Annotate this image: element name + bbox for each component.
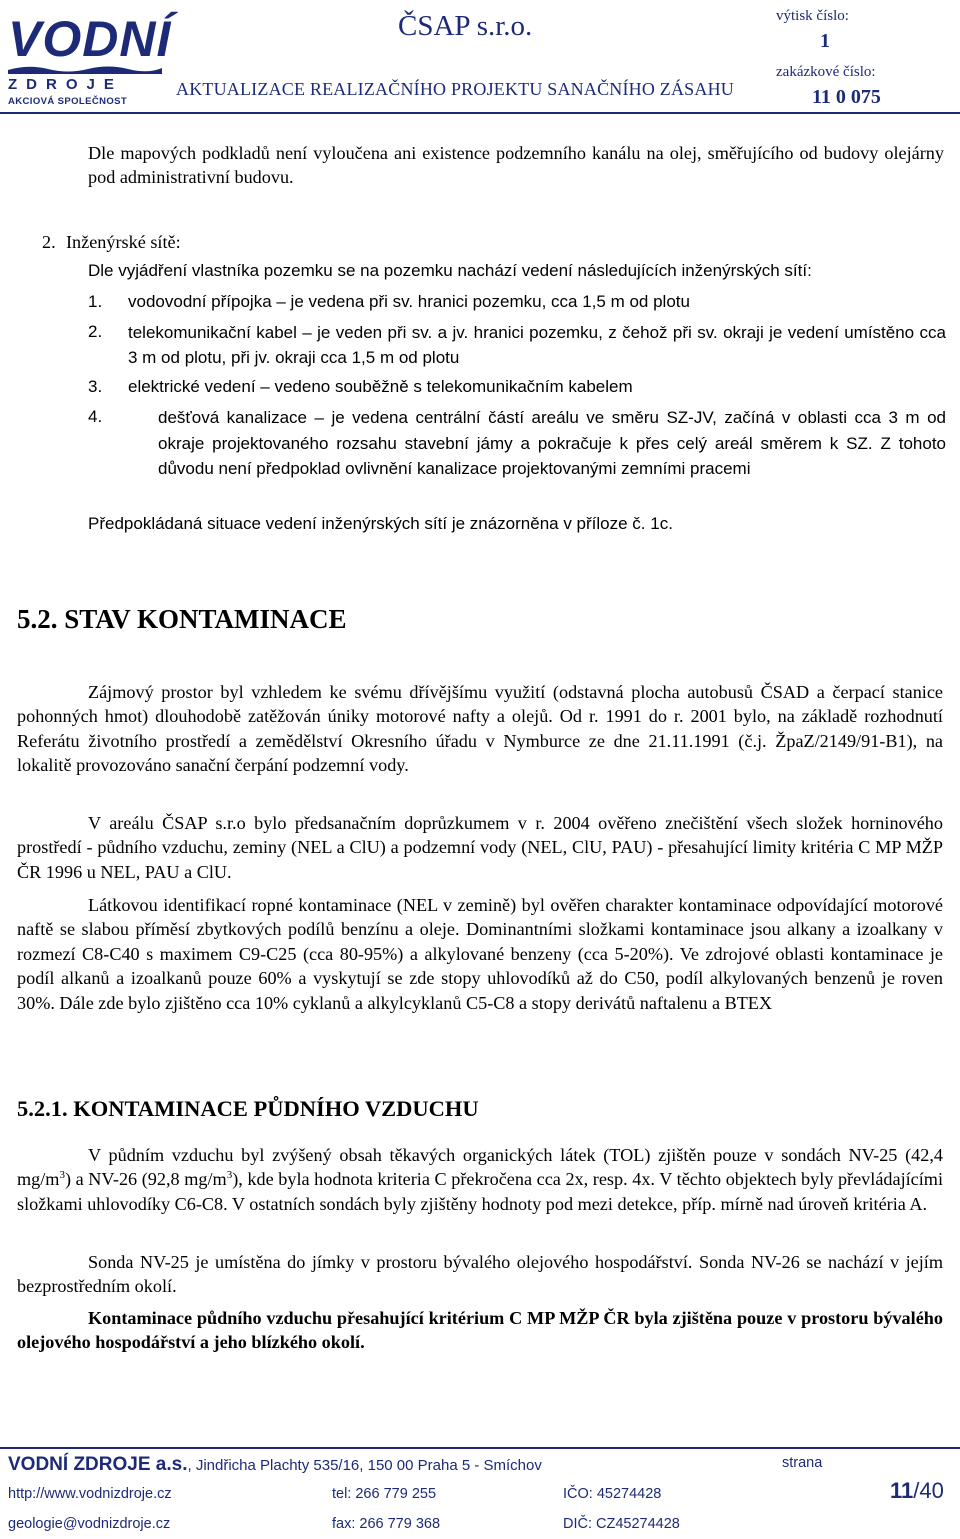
list-item-text: vodovodní přípojka – je vedena při sv. hranici pozemku, cca 1,5 m od plotu bbox=[128, 292, 690, 311]
paragraph-identification: Látkovou identifikací ropné kontaminace (NEL v zemině) byl ověřen charakter kontaminace odpovídající motorové naftě se slabou příměsí zbytkových podílů benzínu a oleje. Dominantními složkami kontaminace jsou alkany a izoalkany v rozmezí C8-C40 s maximem C9-C25 (cca 80-95%) a alkylované benzeny (cca 5-20%). Ve zdrojové oblasti kontaminace je podíl alkanů a izoalkanů pouze 60% a vyskytují se zde stopy uhlovodíků až do C50, podíl alkylovaných benzenů je roven 30%. Dále zde bylo zjištěno cca 10% cyklanů a alkylcyklanů C5-C8 a stopy derivátů naftalenu a BTEX bbox=[17, 895, 943, 1013]
section-2-note: Předpokládaná situace vedení inženýrských sítí je znázorněna v příloze č. 1c. bbox=[88, 514, 673, 533]
paragraph-conclusion: Kontaminace půdního vzduchu přesahující kritérium C MP MŽP ČR byla zjištěna pouze v prostoru bývalého olejového hospodářství a jeho blízkého okolí. bbox=[17, 1308, 943, 1353]
heading-5-2: 5.2. STAV KONTAMINACE bbox=[17, 604, 347, 634]
company-logo bbox=[8, 8, 172, 108]
footer-company: VODNÍ ZDROJE a.s., Jindřicha Plachty 535/16, 150 00 Praha 5 - Smíchov bbox=[8, 1454, 542, 1475]
intro-paragraph: Dle mapových podkladů není vyloučena ani existence podzemního kanálu na olej, směřujícího od budovy olejárny pod administrativní budovu. bbox=[88, 143, 944, 188]
header-divider bbox=[0, 112, 960, 114]
footer-divider bbox=[0, 1447, 960, 1449]
section-2-lead: Dle vyjádření vlastníka pozemku se na pozemku nachází vedení následujících inženýrských sítí: bbox=[88, 261, 812, 280]
list-item-number: 4. bbox=[88, 407, 103, 426]
order-number-label: zakázkové číslo: bbox=[776, 64, 876, 80]
project-title: AKTUALIZACE REALIZAČNÍHO PROJEKTU SANAČNÍHO ZÁSAHU bbox=[176, 79, 734, 99]
paragraph-soil-air: V půdním vzduchu byl zvýšený obsah těkavých organických látek (TOL) zjištěn pouze v sondách NV-25 (42,4 $mg/m^3$) a NV-26 (92,8 $mg/m^3$), kde byla hodnota kriteria C překročena cca 2x, resp. 4x. V těchto objektech byly převládajícími složkami uhlovodíky C6-C8. V ostatních sondách byly zjištěny hodnoty pod mezi detekce, příp. mírně nad úroveň kritéria A. bbox=[17, 1145, 944, 1214]
section-2-title: Inženýrské sítě: bbox=[66, 232, 181, 252]
print-number-value: 1 bbox=[820, 30, 830, 52]
paragraph-history: Zájmový prostor byl vzhledem ke svému dřívějšímu využití (odstavná plocha autobusů ČSAD a čerpací stanice pohonných hmot) dlouhodobě zatěžován úniky motorové nafty a olejů. Od r. 1991 do r. 2001 bylo, na základě rozhodnutí Referátu životního prostředí a zemědělství Okresního úřadu v Nymburce ze dne 21.11.1991 (č.j. ŽpaZ/2149/91-B1), na lokalitě provozováno sanační čerpání podzemní vody. bbox=[17, 682, 943, 776]
client-company: ČSAP s.r.o. bbox=[398, 10, 533, 42]
footer-phone: tel: 266 779 255 bbox=[332, 1486, 437, 1502]
logo-subtitle-company-type: AKCIOVÁ SPOLEČNOST bbox=[8, 96, 128, 107]
logo-subtitle: ZDROJE bbox=[8, 76, 123, 93]
paragraph-probe-location: Sonda NV-25 je umístěna do jímky v prostoru bývalého olejového hospodářství. Sonda NV-26 se nachází v jejím bezprostředním okolí. bbox=[17, 1252, 943, 1297]
footer-ico: IČO: 45274428 bbox=[563, 1486, 662, 1502]
page-header bbox=[0, 0, 960, 115]
order-number-value: 11 0 075 bbox=[812, 86, 881, 108]
footer-page-label: strana bbox=[782, 1455, 823, 1471]
heading-5-2-1: 5.2.1. KONTAMINACE PŮDNÍHO VZDUCHU bbox=[17, 1096, 479, 1121]
footer-page-number: 11/40 bbox=[890, 1478, 944, 1503]
footer-website-link[interactable]: http://www.vodnizdroje.cz bbox=[8, 1486, 172, 1502]
list-item-number: 2. bbox=[88, 322, 103, 341]
footer-email-link[interactable]: geologie@vodnizdroje.cz bbox=[8, 1516, 171, 1532]
list-item-text: telekomunikační kabel – je veden při sv. a jv. hranici pozemku, z čehož při sv. okraji je vedení umístěno cca 3 m od plotu, při jv. okraji cca 1,5 m od plotu bbox=[128, 323, 946, 367]
list-item-text: dešťová kanalizace – je vedena centrální částí areálu ve směru SZ-JV, začíná v oblasti cca 3 m od okraje projektovaného rozsahu stavební jámy a pokračuje k přes celý areál směrem k SZ. Z tohoto důvodu není předpoklad ovlivnění kanalizace projektovanými zemními pracemi bbox=[158, 408, 946, 478]
paragraph-survey: V areálu ČSAP s.r.o bylo předsanačním doprůzkumem v r. 2004 ověřeno znečištění všech složek horninového prostředí - půdního vzduchu, zeminy (NEL a ClU) a podzemní vody (NEL, ClU, PAU) - přesahující limity kritéria C MP MŽP ČR 1996 u NEL, PAU a ClU. bbox=[17, 813, 943, 882]
list-item-number: 1. bbox=[88, 292, 103, 311]
logo-word: VODNÍ bbox=[8, 11, 172, 67]
section-2-number: 2. bbox=[42, 232, 56, 252]
footer-fax: fax: 266 779 368 bbox=[332, 1516, 441, 1532]
footer-dic: DIČ: CZ45274428 bbox=[563, 1516, 680, 1532]
list-item-number: 3. bbox=[88, 377, 103, 396]
print-number-label: výtisk číslo: bbox=[776, 8, 849, 24]
list-item-text: elektrické vedení – vedeno souběžně s telekomunikačním kabelem bbox=[128, 377, 633, 396]
logo-wave-icon bbox=[8, 64, 162, 74]
